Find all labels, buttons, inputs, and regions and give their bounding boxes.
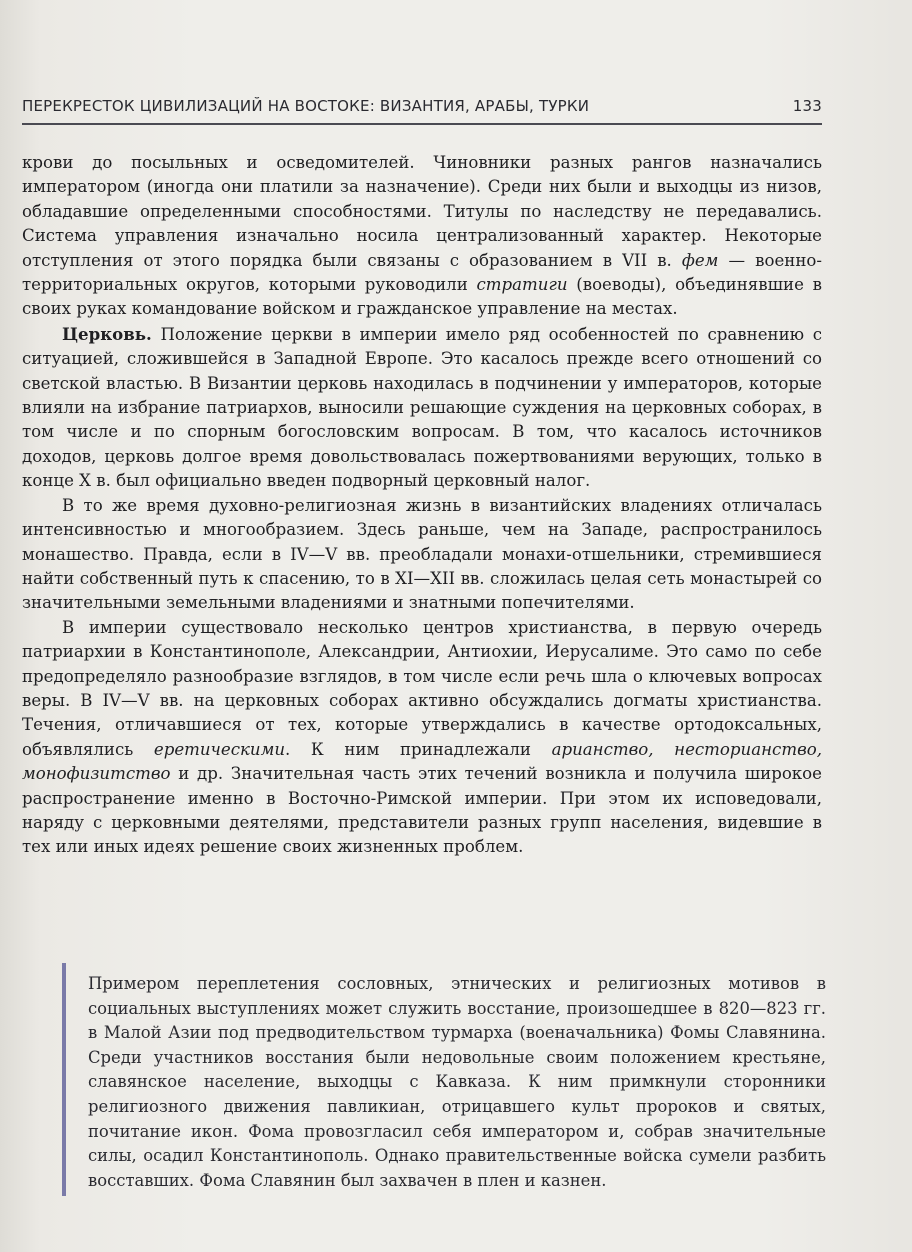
term-heresies: арианство, несторианство, монофизитство [22,739,822,784]
paragraph-1: крови до посыльных и осведомителей. Чиновники разных рангов назначались императором (иногда они платили за назначение). Среди них были и выходцы из низов, обладавшие определенными способностями. Титулы по наследству не передавались. Система управления изначально носила централизованный характер. Некоторые отступления от этого порядка были связаны с образованием в VII в. фем — военно-территориальных округов, которыми руководили стратиги (воеводы), объединявшие в своих руках командование войском и гражданское управление на местах. [22,153,822,319]
paragraph-church: Церковь. Положение церкви в империи имело ряд особенностей по сравнению с ситуацией, сложившейся в Западной Европе. Это касалось прежде всего отношений со светской властью. В Византии церковь находилась в подчинении у императоров, которые влияли на избрание патриархов, выносили решающие суждения на церковных соборах, в том числе и по спорным богословским вопросам. В том, что касалось источников доходов, церковь долгое время довольствовалась пожертвованиями верующих, только в конце X в. был официально введен подворный церковный налог. [22,323,822,491]
paragraph-3: В то же время духовно-религиозная жизнь в византийских владениях отличалась интенсивностью и многообразием. Здесь раньше, чем на Западе, распространилось монашество. Правда, если в IV—V вв. преобладали монахи-отшельники, стремившиеся найти собственный путь к спасению, то в XI—XII вв. сложилась целая сеть монастырей со значительными земельными владениями и знатными попечителями. [22,495,822,613]
term-fem: фем [681,250,719,270]
sidebar-box-text [88,972,826,1193]
header-rule [22,123,822,125]
term-strategi: стратиги [476,275,568,295]
sidebar-box-paragraph: Примером переплетения сословных, этнических и религиозных мотивов в социальных выступлениях может служить восстание, произошедшее в 820—823 гг. в Малой Азии под предводительством турмарха (военачальника) Фомы Славянина. Среди участников восстания были недовольные своим положением крестьяне, славянское население, выходцы с Кавказа. К ним примкнули сторонники религиозного движения павликиан, отрицавшего культ пророков и святых, почитание икон. Фома провозгласил себя императором и, собрав значительные силы, осадил Константинополь. Однако правительственные войска сумели разбить восставших. Фома Славянин был захвачен в плен и казнен. [88,974,826,1190]
running-title: ПЕРЕКРЕСТОК ЦИВИЛИЗАЦИЙ НА ВОСТОКЕ: ВИЗАНТИЯ, АРАБЫ, ТУРКИ [22,97,590,115]
page-number: 133 [792,97,822,115]
section-heading-church: Церковь. [62,323,152,344]
main-text [22,151,822,860]
term-heretical: еретическими [153,739,286,759]
paragraph-4: В империи существовало несколько центров христианства, в первую очередь патриархии в Константинополе, Александрии, Антиохии, Иерусалиме. Это само по себе предопределяло разнообразие взглядов, в том числе если речь шла о ключевых вопросах веры. В IV—V вв. на церковных соборах активно обсуждались догматы христианства. Течения, отличавшиеся от тех, которые утверждались в качестве ортодоксальных, объявлялись еретическими. К ним принадлежали арианство, несторианство, монофизитство и др. Значительная часть этих течений возникла и получила широкое распространение именно в Восточно-Римской империи. При этом их исповедовали, наряду с церковными деятелями, представители разных групп населения, видевшие в тех или иных идеях решение своих жизненных проблем. [22,617,822,857]
